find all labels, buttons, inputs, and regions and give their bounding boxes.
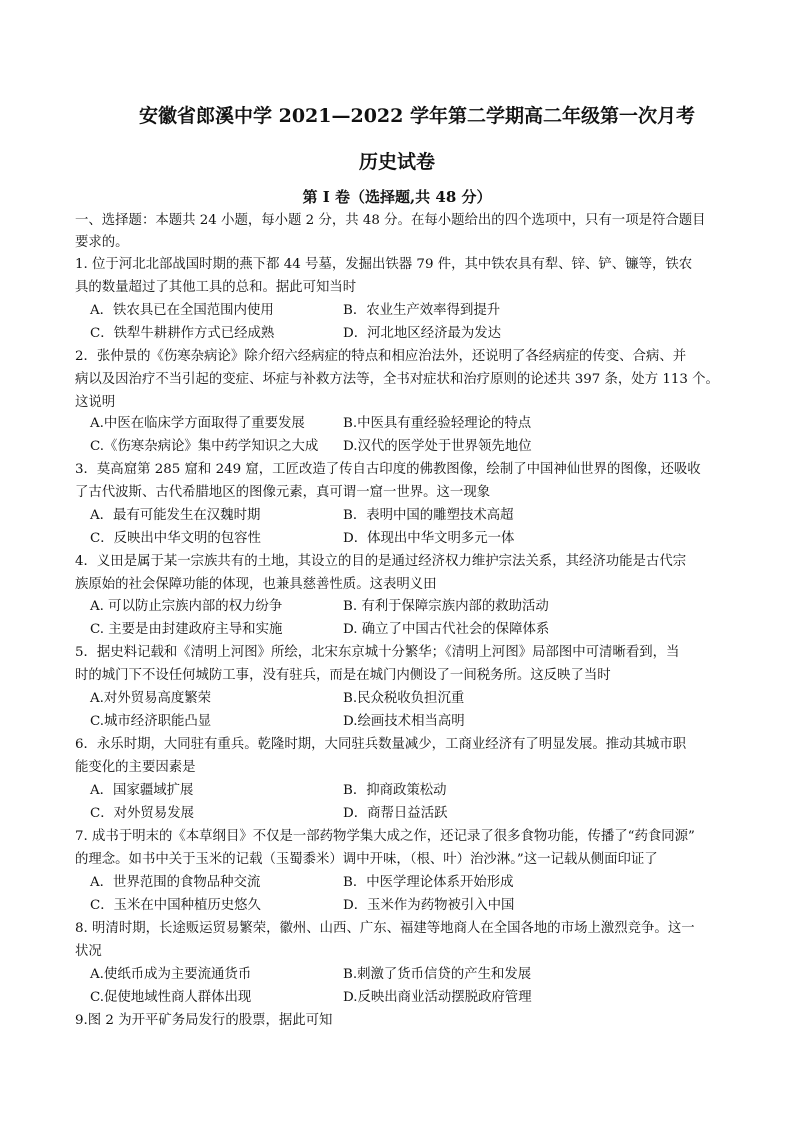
question-7-stem: 7. 成书于明末的《本草纲目》不仅是一部药物学集大成之作，还记录了很多食物功能，传播了“药食同源” [75, 829, 695, 844]
question-4-option-b: B. 有利于保障宗族内部的救助活动 [343, 599, 549, 614]
question-3-option-c: C．反映出中华文明的包容性 [90, 531, 261, 546]
question-6-option-d: D．商帮日益活跃 [343, 806, 448, 821]
question-2-option-d: D.汉代的医学处于世界领先地位 [343, 439, 532, 454]
question-5-stem: 5．据史料记载和《清明上河图》所绘，北宋东京城十分繁华；《清明上河图》局部图中可清晰看到，当 [75, 645, 680, 660]
question-1-option-a: A．铁农具已在全国范围内使用 [90, 303, 274, 318]
question-1-stem: 1. 位于河北北部战国时期的燕下都 44 号墓，发掘出铁器 79 件，其中铁农具有犁、锌、铲、镰等，铁农 [75, 257, 693, 272]
question-2-option-a: A.中医在临床学方面取得了重要发展 [90, 416, 305, 431]
question-3-stem: 了古代波斯、古代希腊地区的图像元素，真可谓一窟一世界。这一现象 [75, 485, 491, 500]
question-5-option-c: C.城市经济职能凸显 [90, 714, 212, 729]
question-3-stem: 3．莫高窟第 285 窟和 249 窟，工匠改造了传自古印度的佛教图像，绘制了中国神仙世界的图像，还吸收 [75, 462, 701, 477]
question-7-option-a: A．世界范围的食物品种交流 [90, 875, 261, 890]
question-6-option-a: A．国家疆域扩展 [90, 783, 194, 798]
question-3-option-d: D．体现出中华文明多元一体 [343, 531, 515, 546]
question-2-stem: 这说明 [75, 395, 116, 410]
instructions-line: 要求的。 [75, 235, 129, 250]
question-7-stem: 的理念。如书中关于玉米的记载（玉蜀黍米）调中开味，（根、叶）治沙淋。”这一记载从侧面印证了 [75, 852, 658, 867]
question-9-stem: 9.图 2 为开平矿务局发行的股票，据此可知 [75, 1013, 333, 1028]
question-2-stem: 2．张仲景的《伤寒杂病论》除介绍六经病症的特点和相应治法外，还说明了各经病症的传变、合病、并 [75, 349, 687, 364]
question-1-option-b: B．农业生产效率得到提升 [343, 303, 501, 318]
question-1-option-d: D．河北地区经济最为发达 [343, 326, 502, 341]
question-8-option-c: C.促使地域性商人群体出现 [90, 990, 252, 1005]
question-8-option-b: B.刺激了货币信贷的产生和发展 [343, 967, 532, 982]
question-8-option-a: A.使纸币成为主要流通货币 [90, 967, 252, 982]
instructions-line: 一、选择题：本题共 24 小题，每小题 2 分，共 48 分。在每小题给出的四个选项中，只有一项是符合题目 [75, 213, 706, 228]
question-7-option-c: C．玉米在中国种植历史悠久 [90, 898, 261, 913]
subject-title: 历史试卷 [358, 151, 435, 173]
question-6-stem: 6．永乐时期，大同驻有重兵。乾隆时期，大同驻兵数量减少，工商业经济有了明显发展。推动其城市职 [75, 737, 687, 752]
question-7-option-b: B．中医学理论体系开始形成 [343, 875, 514, 890]
question-5-option-b: B.民众税收负担沉重 [343, 691, 465, 706]
question-2-option-c: C.《伤寒杂病论》集中药学知识之大成 [90, 439, 319, 454]
question-4-stem: 4．义田是属于某一宗族共有的土地，其设立的目的是通过经济权力维护宗法关系，其经济功能是古代宗 [75, 554, 687, 569]
question-4-stem: 族原始的社会保障功能的体现，也兼具慈善性质。这表明义田 [75, 577, 437, 592]
question-1-option-c: C．铁犁牛耕耕作方式已经成熟 [90, 326, 275, 341]
section-title: 第 I 卷（选择题,共 48 分） [302, 188, 492, 206]
question-3-option-a: A．最有可能发生在汉魏时期 [90, 508, 261, 523]
question-8-stem: 状况 [75, 944, 102, 959]
question-4-option-a: A. 可以防止宗族内部的权力纷争 [90, 599, 283, 614]
question-5-stem: 时的城门下不设任何城防工事，没有驻兵，而是在城门内侧设了一间税务所。这反映了当时 [75, 668, 611, 683]
question-1-stem: 具的数量超过了其他工具的总和。据此可知当时 [75, 280, 357, 295]
question-5-option-a: A.对外贸易高度繁荣 [90, 691, 212, 706]
question-6-option-b: B．抑商政策松动 [343, 783, 447, 798]
question-8-stem: 8. 明清时期，长途贩运贸易繁荣，徽州、山西、广东、福建等地商人在全国各地的市场上激烈竞争。这一 [75, 921, 695, 936]
question-2-option-b: B.中医具有重经验轻理论的特点 [343, 416, 532, 431]
question-4-option-d: D. 确立了中国古代社会的保障体系 [343, 622, 550, 637]
question-7-option-d: D．玉米作为药物被引入中国 [343, 898, 515, 913]
exam-title: 安徽省郎溪中学 2021—2022 学年第二学期高二年级第一次月考 [139, 105, 695, 127]
question-6-stem: 能变化的主要因素是 [75, 760, 196, 775]
question-2-stem: 病以及因治疗不当引起的变症、坏症与补救方法等，全书对症状和治疗原则的论述共 397 条，处方 113 个。 [75, 372, 719, 387]
question-4-option-c: C. 主要是由封建政府主导和实施 [90, 622, 283, 637]
question-8-option-d: D.反映出商业活动摆脱政府管理 [343, 990, 532, 1005]
question-3-option-b: B．表明中国的雕塑技术高超 [343, 508, 514, 523]
question-5-option-d: D.绘画技术相当高明 [343, 714, 465, 729]
question-6-option-c: C．对外贸易发展 [90, 806, 194, 821]
